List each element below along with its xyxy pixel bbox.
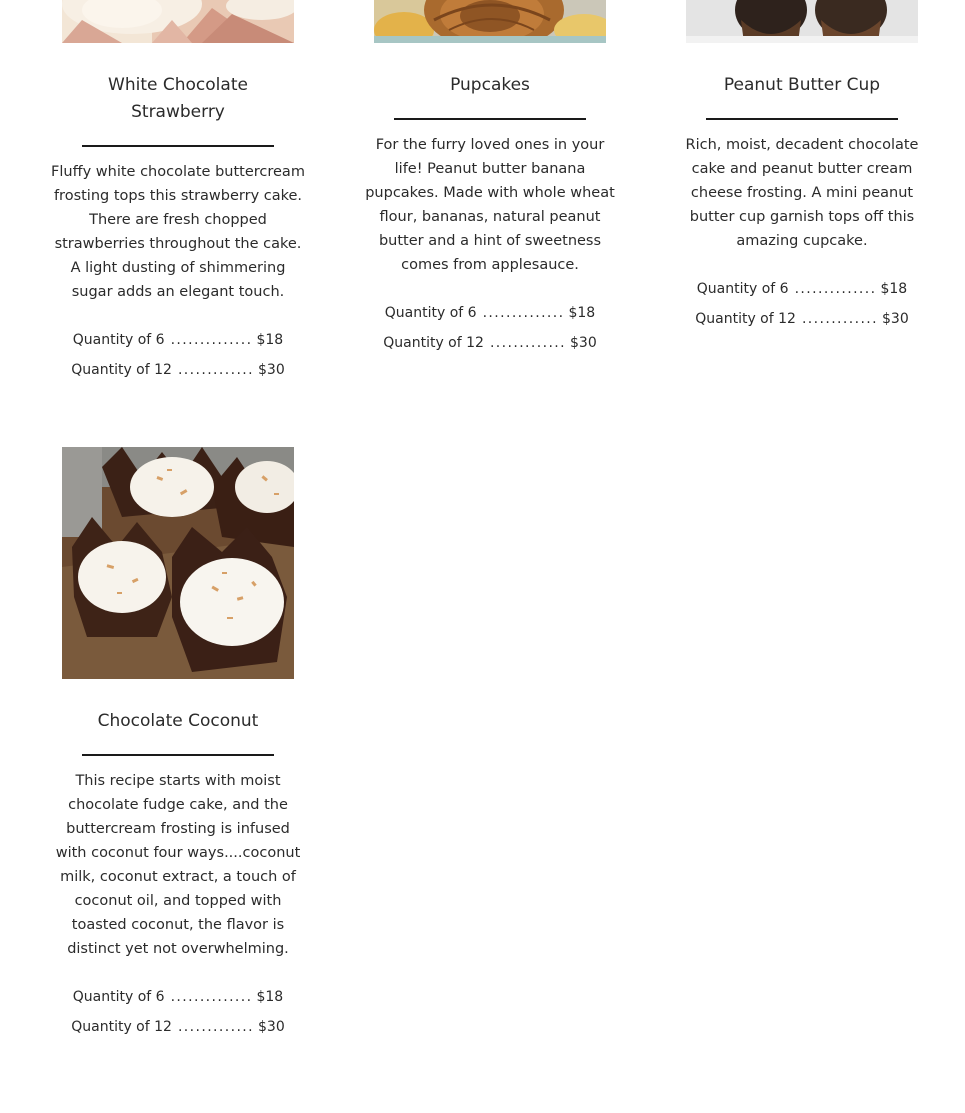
item-description: Rich, moist, decadent chocolate cake and peanut butter cream cheese frosting. A mini peanut butter cup garnish tops off this amazing cupcake.: [685, 137, 919, 249]
menu-item-chocolate-coconut: [48, 708, 308, 1042]
price-value: $18: [256, 989, 284, 1005]
quantity-label: Quantity of 12: [383, 335, 484, 351]
price-value: $30: [570, 335, 597, 351]
price-row: [48, 982, 308, 1012]
item-description: Fluffy white chocolate buttercream frosting tops this strawberry cake. There are fresh chopped strawberries throughout the cake. A light dusting of shimmering sugar adds an elegant touch.: [51, 164, 305, 300]
item-title-line: White Chocolate: [108, 75, 248, 95]
price-row: [48, 1012, 308, 1042]
dot-leader: ..............: [482, 305, 565, 321]
menu-item-white-chocolate-strawberry: [48, 72, 308, 385]
menu-item-peanut-butter-cup: [672, 72, 932, 334]
price-list: [48, 325, 308, 385]
price-value: $30: [258, 362, 285, 378]
price-row: [48, 325, 308, 355]
item-title: [48, 72, 308, 126]
quantity-label: Quantity of 12: [71, 362, 172, 378]
dot-leader: .............: [177, 1019, 255, 1035]
item-description: This recipe starts with moist chocolate fudge cake, and the buttercream frosting is infused with coconut four ways....coconut milk, coconut extract, a touch of coconut oil, and topped with toasted coconut, the flavor is distinct yet not overwhelming.: [55, 773, 301, 957]
price-value: $30: [258, 1019, 285, 1035]
title-divider: [394, 118, 586, 120]
price-list: [48, 982, 308, 1042]
quantity-label: Quantity of 12: [695, 311, 796, 327]
white-chocolate-strawberry-photo: [62, 0, 294, 43]
pupcakes-photo: [374, 0, 606, 43]
dot-leader: ..............: [170, 332, 253, 348]
price-row: [360, 328, 620, 358]
dot-leader: .............: [489, 335, 567, 351]
price-value: $30: [882, 311, 909, 327]
price-row: [672, 274, 932, 304]
menu-item-pupcakes: [360, 72, 620, 358]
price-list: [360, 298, 620, 358]
item-title-line: Strawberry: [131, 102, 225, 122]
chocolate-coconut-photo: [62, 447, 294, 679]
cupcake-photo-icon: [62, 447, 294, 679]
price-list: [672, 274, 932, 334]
quantity-label: Quantity of 6: [384, 305, 477, 321]
quantity-label: Quantity of 12: [71, 1019, 172, 1035]
dot-leader: .............: [801, 311, 879, 327]
price-value: $18: [256, 332, 284, 348]
dot-leader: ..............: [794, 281, 877, 297]
item-title: Peanut Butter Cup: [723, 75, 881, 95]
item-description: For the furry loved ones in your life! Peanut butter banana pupcakes. Made with whole wheat flour, bananas, natural peanut butter and a hint of sweetness comes from applesauce.: [365, 137, 615, 273]
dot-leader: .............: [177, 362, 255, 378]
dot-leader: ..............: [170, 989, 253, 1005]
price-row: [360, 298, 620, 328]
quantity-label: Quantity of 6: [696, 281, 789, 297]
cupcake-photo-icon: [686, 0, 918, 43]
title-divider: [82, 754, 274, 756]
price-row: [672, 304, 932, 334]
peanut-butter-cup-photo: [686, 0, 918, 43]
price-row: [48, 355, 308, 385]
quantity-label: Quantity of 6: [72, 989, 165, 1005]
title-divider: [82, 145, 274, 147]
item-title: Pupcakes: [450, 75, 530, 95]
item-title: Chocolate Coconut: [97, 711, 259, 731]
price-value: $18: [568, 305, 596, 321]
cupcake-photo-icon: [62, 0, 294, 43]
quantity-label: Quantity of 6: [72, 332, 165, 348]
title-divider: [706, 118, 898, 120]
price-value: $18: [880, 281, 908, 297]
cupcake-photo-icon: [374, 0, 606, 43]
